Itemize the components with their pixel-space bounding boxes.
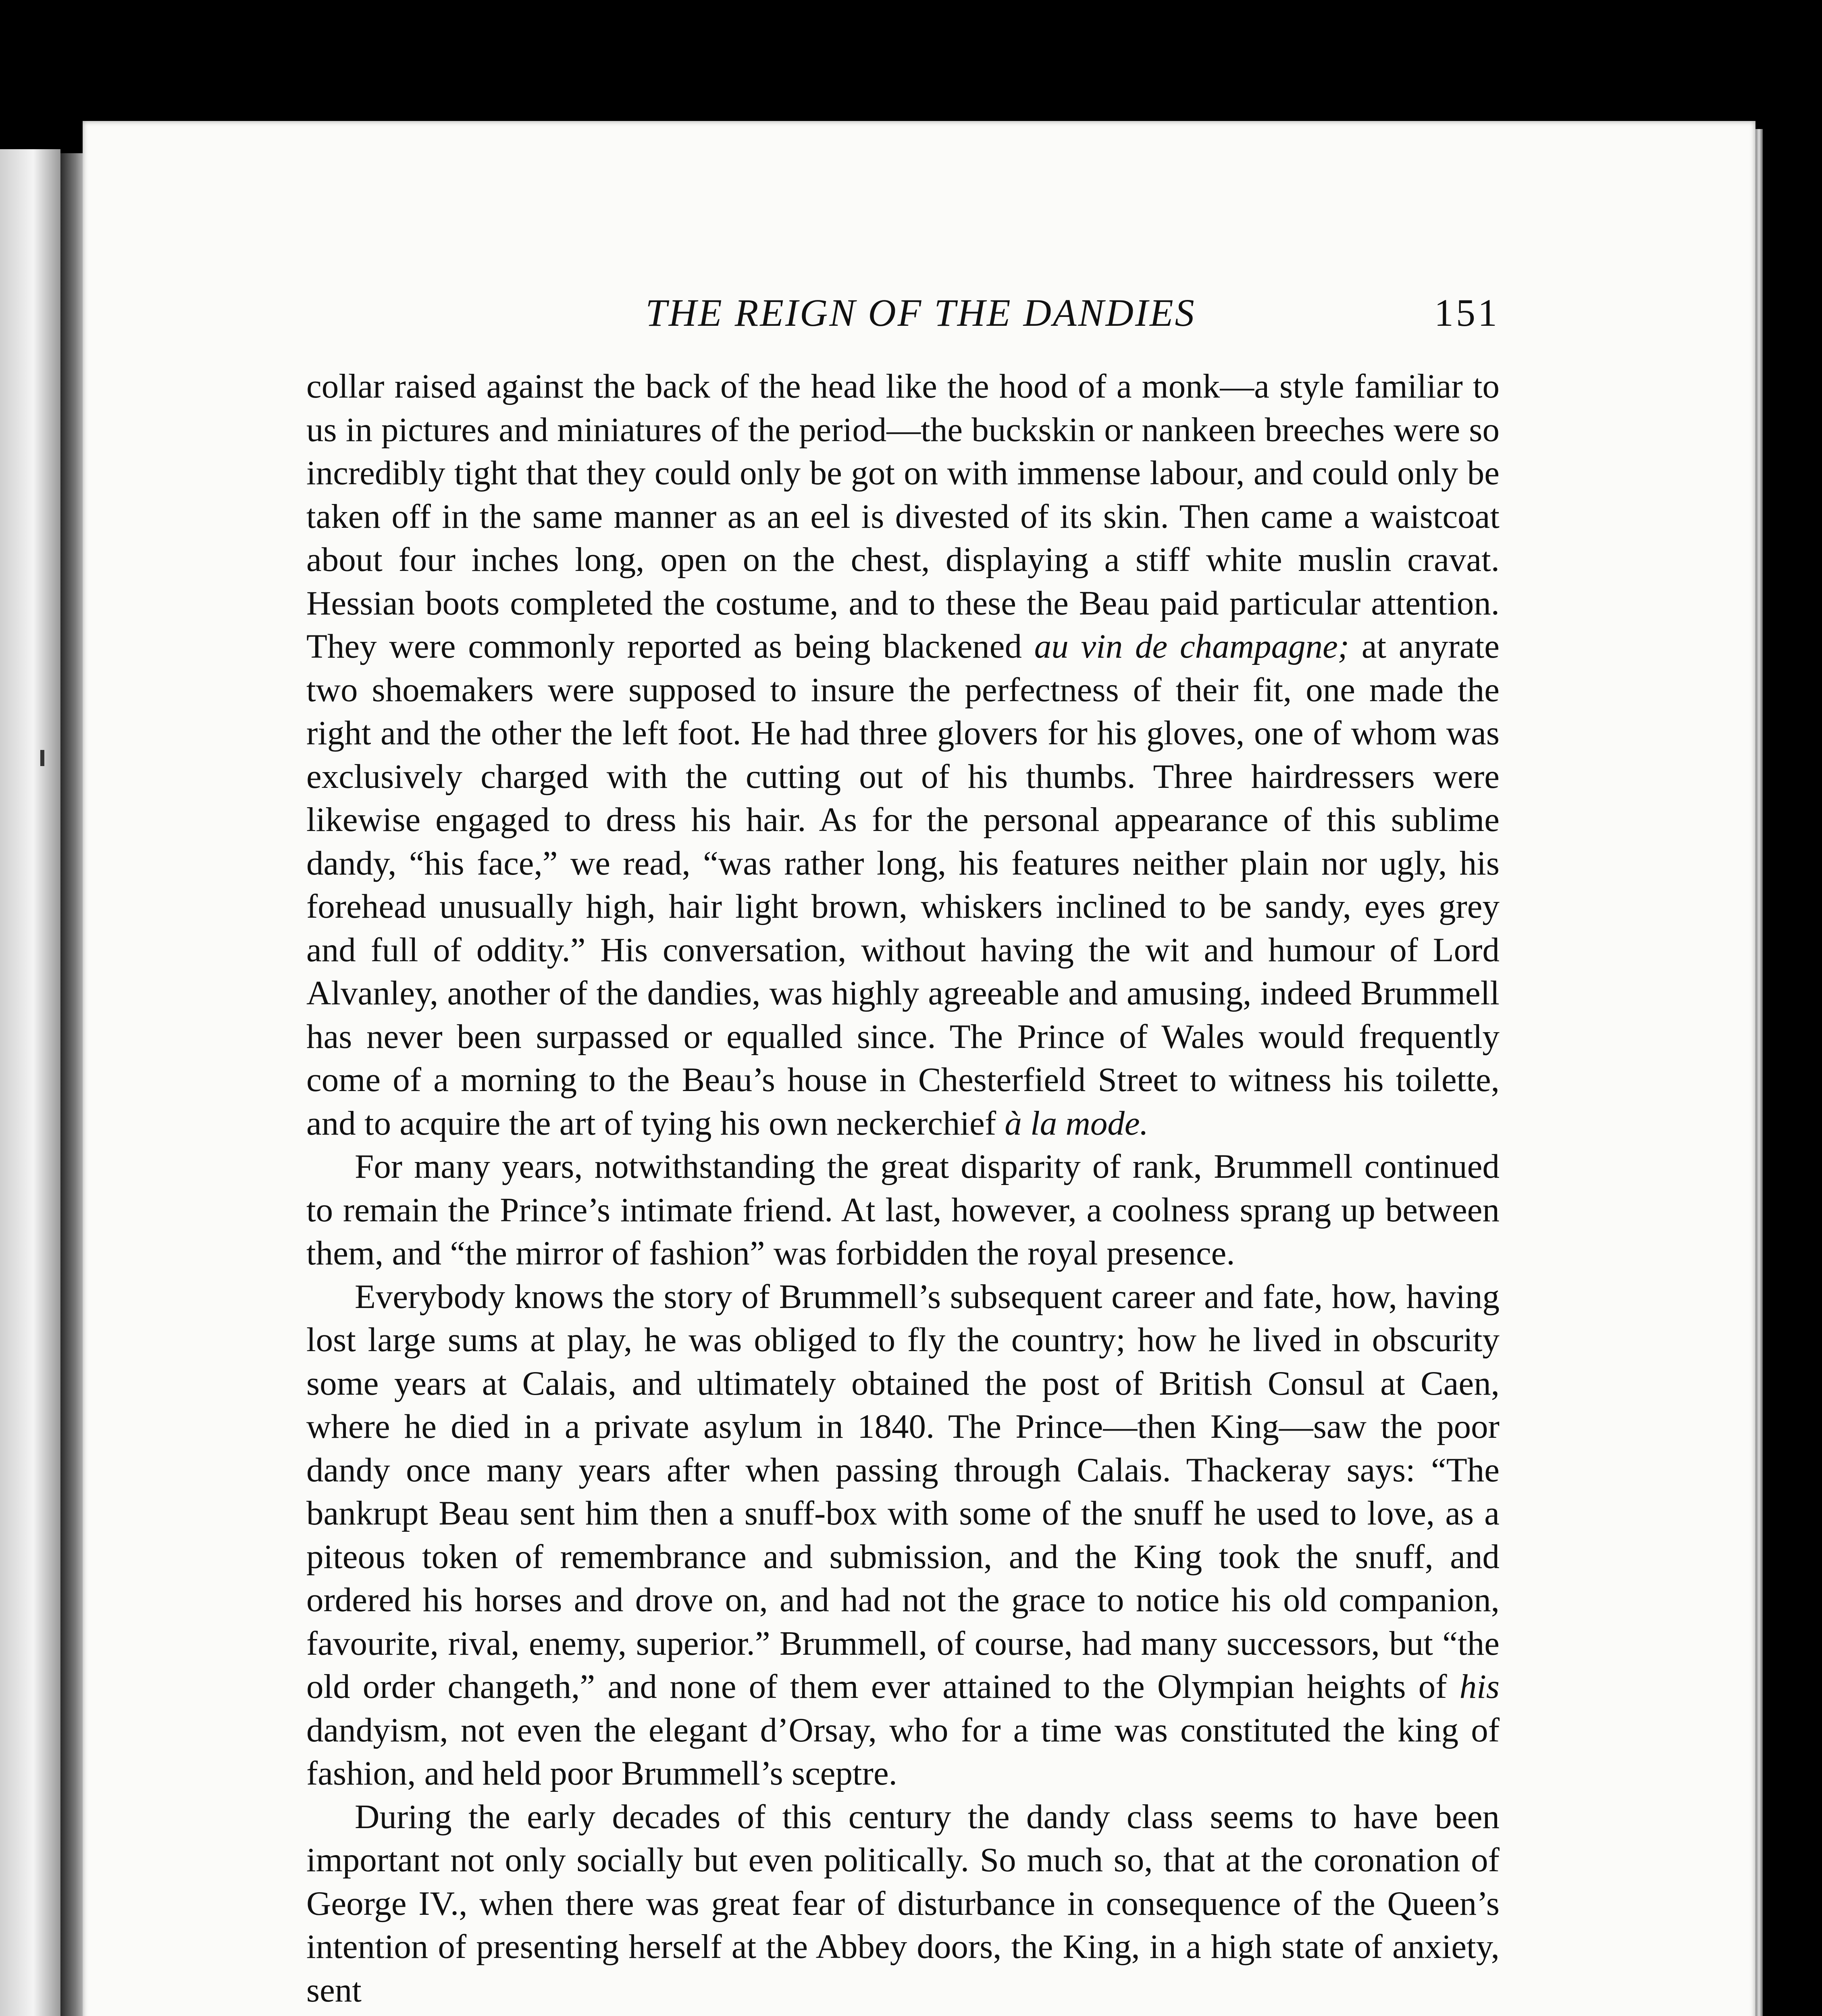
paragraph: [306, 1145, 1500, 1275]
text-run: collar raised against the back of the head like the hood of a monk—a style familiar to us in pictures and miniatures of the period—the buckskin or nankeen breeches were so incredibly tight that they could only be got on with immense labour, and could only be taken off in the same manner as an eel is divested of its skin. Then came a waistcoat about four inches long, open on the chest, displaying a stiff white muslin cravat. Hessian boots completed the costume, and to these the Beau paid particular attention. They were commonly reported as being blackened: [306, 367, 1500, 665]
margin-mark: [40, 750, 44, 766]
facing-page-edge: [0, 149, 60, 2016]
running-head: [310, 290, 1500, 335]
text-run: Everybody knows the story of Brummell’s subsequent career and fate, how, having lost large sums at play, he was obliged to fly the country; how he lived in obscurity some years at Calais, and ultimately obtained the post of British Consul at Caen, where he died in a private asylum in 1840. The Prince—then King—saw the poor dandy once many years after when passing through Calais. Thackeray says: “The bankrupt Beau sent him then a snuff-box with some of the snuff he used to love, as a piteous token of remembrance and submission, and the King took the snuff, and ordered his horses and drove on, and had not the grace to notice his old companion, favourite, rival, enemy, superior.” Brummell, of course, had many successors, but “the old order changeth,” and none of them ever attained to the Olympian heights of: [306, 1277, 1500, 1706]
italic-phrase: à la mode.: [1005, 1104, 1148, 1142]
italic-phrase: au vin de champagne;: [1034, 627, 1350, 665]
text-run: dandyism, not even the elegant d’Orsay, who for a time was constituted the king of fashion, and held poor Brummell’s sceptre.: [306, 1711, 1500, 1792]
running-head-title: THE REIGN OF THE DANDIES: [645, 291, 1196, 334]
text-run: During the early decades of this century the dandy class seems to have been important not only socially but even politically. So much so, that at the coronation of George IV., when there was great fear of disturbance in consequence of the Queen’s intention of presenting herself at the Abbey doors, the King, in a high state of anxiety, sent: [306, 1797, 1500, 2009]
body-text: [306, 365, 1500, 2012]
page-right-edge: [1755, 129, 1763, 2016]
paragraph: [306, 1795, 1500, 2012]
paragraph: [306, 1275, 1500, 1795]
text-run: For many years, notwithstanding the great disparity of rank, Brummell continued to remain the Prince’s intimate friend. At last, however, a coolness sprang up between them, and “the mirror of fashion” was forbidden the royal presence.: [306, 1148, 1500, 1272]
book-gutter: [60, 153, 85, 2016]
paragraph: [306, 365, 1500, 1145]
text-run: at anyrate two shoemakers were supposed to insure the perfectness of their fit, one made the right and the other the left foot. He had three glovers for his gloves, one of whom was exclusively charged with the cutting out of his thumbs. Three hairdressers were likewise engaged to dress his hair. As for the personal appearance of this sublime dandy, “his face,” we read, “was rather long, his features neither plain nor ugly, his forehead unusually high, hair light brown, whiskers inclined to be sandy, eyes grey and full of oddity.” His conversation, without having the wit and humour of Lord Alvanley, another of the dandies, was highly agreeable and amusing, indeed Brummell has never been surpassed or equalled since. The Prince of Wales would frequently come of a morning to the Beau’s house in Chesterfield Street to witness his toilette, and to acquire the art of tying his own neckerchief: [306, 627, 1500, 1142]
italic-phrase: his: [1459, 1668, 1500, 1706]
page-number: 151: [1434, 291, 1500, 334]
